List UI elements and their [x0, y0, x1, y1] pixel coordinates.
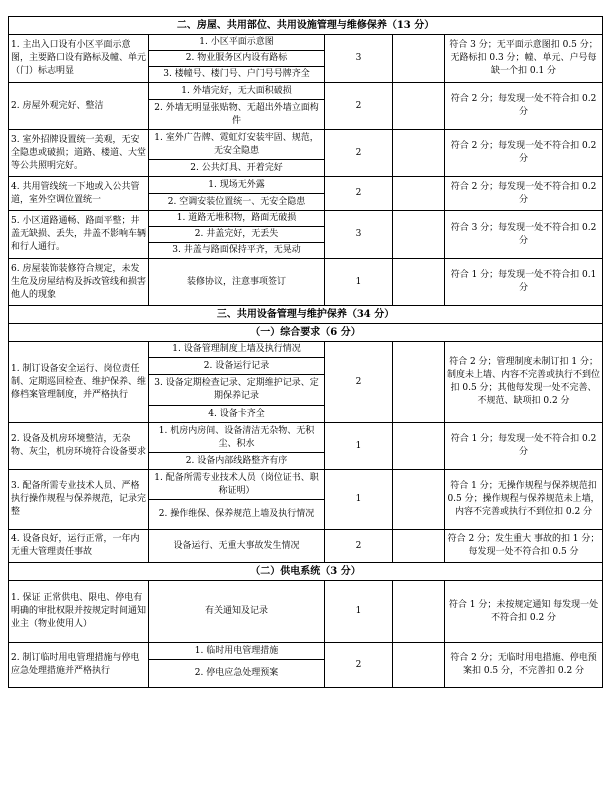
- table-row: [9, 83, 603, 100]
- score-cell: 3: [325, 35, 393, 83]
- check-item: 装修协议，注意事项签订: [149, 259, 325, 306]
- blank-cell: [393, 130, 445, 177]
- check-item: 2. 设备运行记录: [149, 358, 325, 375]
- blank-cell: [393, 470, 445, 530]
- score-cell: 2: [325, 643, 393, 688]
- standard-cell: 符合 3 分；每发现一处不符合扣 0.2 分: [445, 211, 603, 259]
- blank-cell: [393, 643, 445, 688]
- subsection-header-row: [9, 324, 603, 342]
- table-row: [9, 342, 603, 358]
- blank-cell: [393, 423, 445, 470]
- check-item: 1. 现场无外露: [149, 177, 325, 194]
- standard-cell: 符合 2 分；每发现一处不符合扣 0.2 分: [445, 177, 603, 211]
- table-row: [9, 643, 603, 660]
- standard-cell: 符合 2 分；发生重大 事故的扣 1 分；每发现一处不符合扣 0.5 分: [445, 530, 603, 563]
- check-item: 3. 楼幢号、楼门号、户门号号牌齐全: [149, 67, 325, 83]
- check-item: 2. 外墙无明显张贴物、无超出外墙立面构件: [149, 100, 325, 130]
- check-item: 1. 临时用电管理措施: [149, 643, 325, 660]
- subsection-header-row: [9, 563, 603, 581]
- requirement-cell: 4. 设备良好，运行正常，一年内无重大管理责任事故: [9, 530, 149, 563]
- table-row: [9, 470, 603, 500]
- check-item: 2. 设备内部线路整齐有序: [149, 453, 325, 470]
- check-item: 1. 室外广告牌、霓虹灯安装牢固、规范，无安全隐患: [149, 130, 325, 160]
- subsection-title: （一）综合要求（6 分）: [9, 324, 603, 342]
- table-row: [9, 130, 603, 160]
- score-cell: 1: [325, 470, 393, 530]
- check-item: 3. 设备定期检查记录、定期维护记录、定期保养记录: [149, 375, 325, 406]
- check-item: 3. 井盖与路面保持平齐，无晃动: [149, 243, 325, 259]
- standard-cell: 符合 2 分；每发现一处不符合扣 0.2 分: [445, 130, 603, 177]
- standards-table: [8, 16, 603, 688]
- score-cell: 1: [325, 581, 393, 643]
- standard-cell: 符合 2 分；无临时用电措施、停电预案扣 0.5 分，不完善扣 0.2 分: [445, 643, 603, 688]
- requirement-cell: 5. 小区道路通畅、路面平整；井盖无缺损、丢失，井盖不影响车辆和行人通行。: [9, 211, 149, 259]
- blank-cell: [393, 342, 445, 423]
- requirement-cell: 6. 房屋装饰装修符合规定，未发生危及房屋结构及拆改管线和损害他人的现象: [9, 259, 149, 306]
- score-cell: 1: [325, 259, 393, 306]
- standard-cell: 符合 3 分；无平面示意图扣 0.5 分；无路标扣 0.3 分；幢、单元、户号每缺一个扣 0.1 分: [445, 35, 603, 83]
- blank-cell: [393, 259, 445, 306]
- table-row: [9, 211, 603, 227]
- table-row: [9, 259, 603, 306]
- score-cell: 1: [325, 423, 393, 470]
- check-item: 2. 停电应急处理预案: [149, 660, 325, 688]
- requirement-cell: 3. 室外招牌设置统一美观，无安全隐患或破损；道路、楼道、大堂等公共照明完好。: [9, 130, 149, 177]
- score-cell: 2: [325, 177, 393, 211]
- table-row: [9, 581, 603, 643]
- requirement-cell: 4. 共用管线统一下地或入公共管道，室外空调位置统一: [9, 177, 149, 211]
- check-item: 1. 外墙完好，无大面积破损: [149, 83, 325, 100]
- blank-cell: [393, 35, 445, 83]
- standard-cell: 符合 1 分；无操作规程与保养规范扣 0.5 分；操作规程与保养规范未上墙，内容不完善或执行不到位扣 0.2 分: [445, 470, 603, 530]
- blank-cell: [393, 177, 445, 211]
- check-item: 1. 道路无堆积物，路面无破损: [149, 211, 325, 227]
- subsection-title: （二）供电系统（3 分）: [9, 563, 603, 581]
- check-item: 2. 物业服务区内设有路标: [149, 51, 325, 67]
- section-header-row: [9, 306, 603, 324]
- check-item: 4. 设备卡齐全: [149, 406, 325, 423]
- blank-cell: [393, 530, 445, 563]
- check-item: 2. 操作维保、保养规范上墙及执行情况: [149, 500, 325, 530]
- standard-cell: 符合 2 分；每发现一处不符合扣 0.2 分: [445, 83, 603, 130]
- score-cell: 2: [325, 130, 393, 177]
- check-item: 设备运行、无重大事故发生情况: [149, 530, 325, 563]
- standard-cell: 符合 2 分；管理制度未制订扣 1 分；制度未上墙、内容不完善或执行不到位扣 0.5 分；其他每发现一处不完善、不规范、缺项扣 0.2 分: [445, 342, 603, 423]
- requirement-cell: 1. 保证 正常供电、限电、停电有明确的审批权限并按规定时间通知业主（物业使用人）: [9, 581, 149, 643]
- standard-cell: 符合 1 分；每发现一处不符合扣 0.1 分: [445, 259, 603, 306]
- check-item: 2. 井盖完好，无丢失: [149, 227, 325, 243]
- score-cell: 2: [325, 342, 393, 423]
- check-item: 2. 公共灯具、开着完好: [149, 160, 325, 177]
- table-row: [9, 530, 603, 563]
- requirement-cell: 2. 房屋外观完好、整洁: [9, 83, 149, 130]
- table-row: [9, 177, 603, 194]
- requirement-cell: 2. 设备及机房环境整洁，无杂物、灰尘，机房环境符合设备要求: [9, 423, 149, 470]
- section-title: 二、房屋、共用部位、共用设施管理与维修保养（13 分）: [9, 17, 603, 35]
- requirement-cell: 2. 制订临时用电管理措施与停电应急处理措施并严格执行: [9, 643, 149, 688]
- check-item: 2. 空调安装位置统一、无安全隐患: [149, 194, 325, 211]
- score-cell: 3: [325, 211, 393, 259]
- standard-cell: 符合 1 分；每发现一处不符合扣 0.2 分: [445, 423, 603, 470]
- blank-cell: [393, 581, 445, 643]
- section-title: 三、共用设备管理与维护保养（34 分）: [9, 306, 603, 324]
- check-item: 1. 机房内房间、设备清洁无杂物、无积尘、积水: [149, 423, 325, 453]
- table-row: [9, 423, 603, 453]
- score-cell: 2: [325, 530, 393, 563]
- requirement-cell: 1. 制订设备安全运行、岗位责任制、定期巡回检查、维护保养、维修档案管理制度，并严格执行: [9, 342, 149, 423]
- blank-cell: [393, 83, 445, 130]
- section-header-row: [9, 17, 603, 35]
- requirement-cell: 1. 主出入口设有小区平面示意图，主要路口设有路标及幢、单元（门）标志明显: [9, 35, 149, 83]
- check-item: 有关通知及记录: [149, 581, 325, 643]
- standard-cell: 符合 1 分；未按规定通知 每发现一处不符合扣 0.2 分: [445, 581, 603, 643]
- table-row: [9, 35, 603, 51]
- requirement-cell: 3. 配备所需专业技术人员、严格执行操作规程与保养规范，记录完整: [9, 470, 149, 530]
- blank-cell: [393, 211, 445, 259]
- check-item: 1. 设备管理制度上墙及执行情况: [149, 342, 325, 358]
- check-item: 1. 小区平面示意图: [149, 35, 325, 51]
- score-cell: 2: [325, 83, 393, 130]
- check-item: 1. 配备所需专业技术人员（岗位证书、职称证明）: [149, 470, 325, 500]
